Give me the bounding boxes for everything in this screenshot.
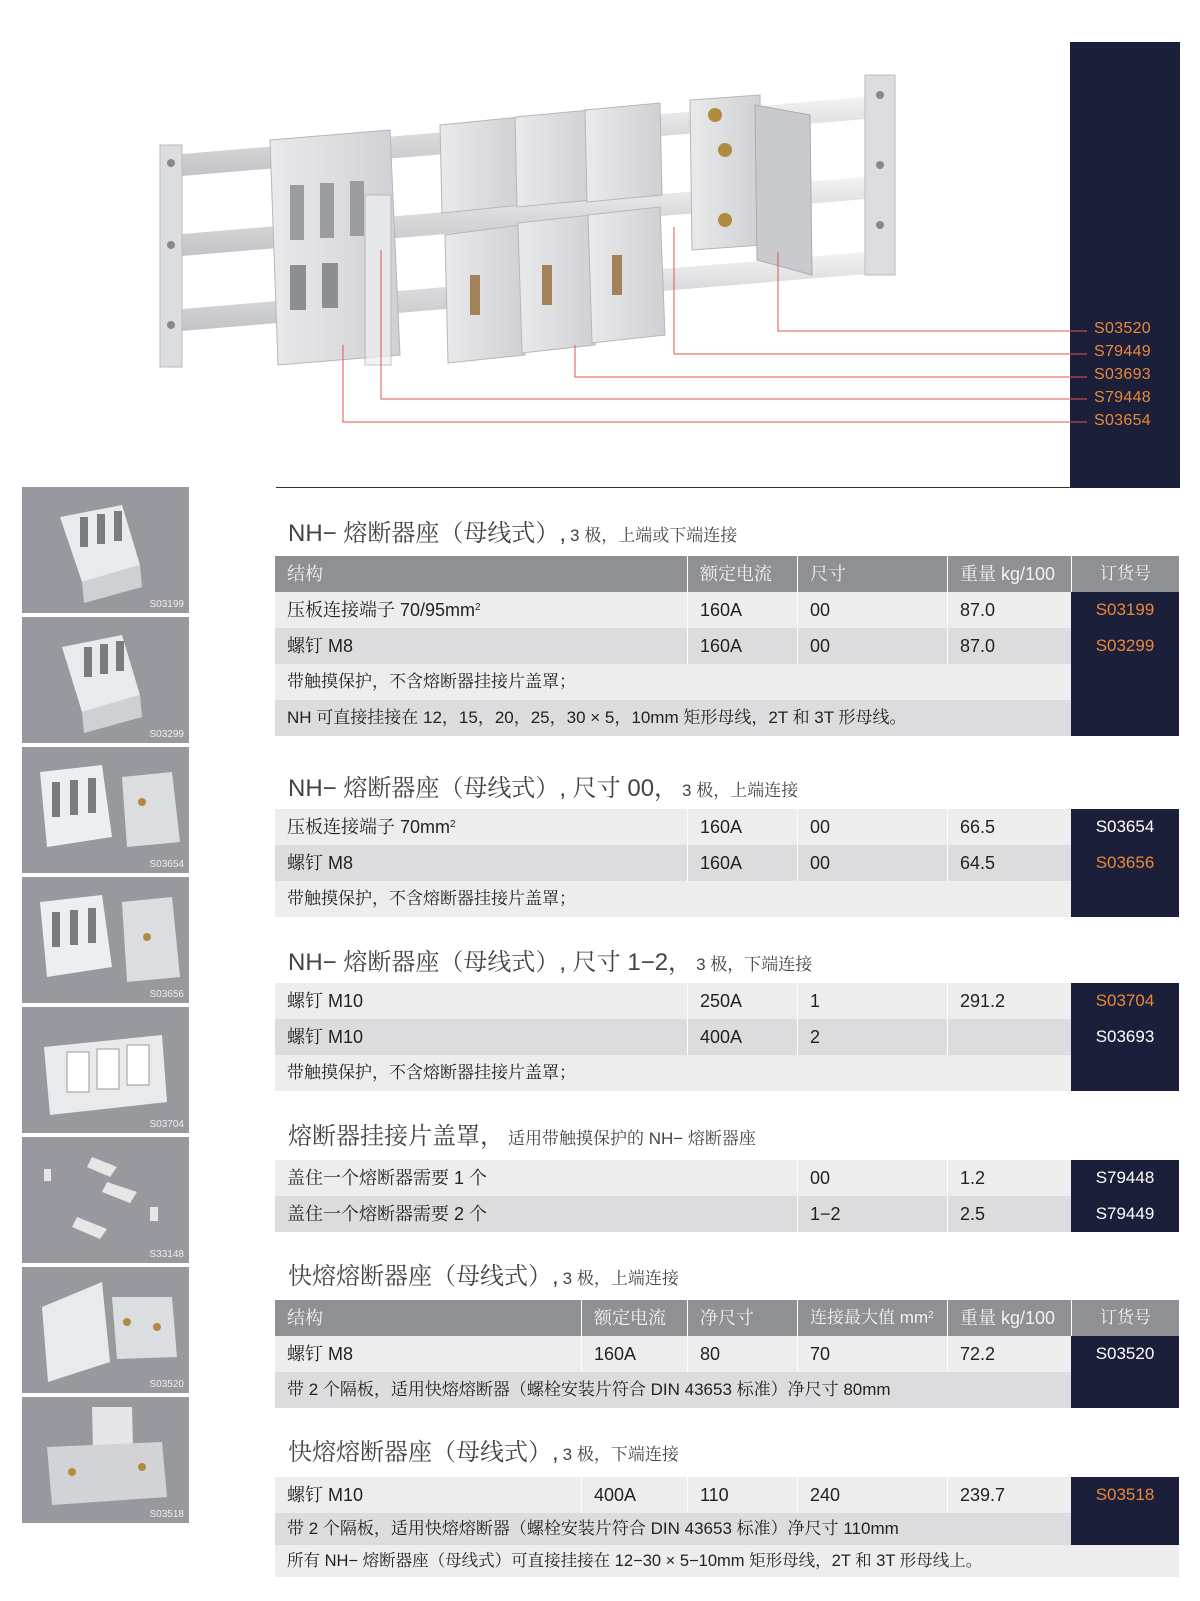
product-thumbnail[interactable] <box>22 487 189 613</box>
section-title: NH− 熔断器座（母线式）, 尺寸 1−2， 3 极，下端连接 <box>288 949 813 976</box>
divider <box>276 487 1070 488</box>
callout-code: S79449 <box>1094 343 1151 360</box>
note-row <box>275 1372 1179 1408</box>
order-number[interactable]: S79449 <box>1071 1196 1179 1232</box>
net-size-cell: 110 <box>687 1477 797 1513</box>
column-header: 结构 <box>287 1308 323 1328</box>
note-text: 带 2 个隔板，适用快熔熔断器（螺栓安装片符合 DIN 43653 标准）净尺寸 80mm <box>287 1380 891 1399</box>
order-number[interactable]: S79448 <box>1071 1160 1179 1196</box>
size-cell: 00 <box>797 592 947 628</box>
note-row <box>275 1055 1179 1091</box>
column-header: 额定电流 <box>687 556 797 592</box>
product-thumbnail[interactable] <box>22 747 189 873</box>
note-text: 带触摸保护，不含熔断器挂接片盖罩； <box>287 1063 576 1082</box>
thumbnail-code: S03656 <box>149 989 184 1000</box>
table-row <box>275 1196 1179 1232</box>
thumbnail-code: S03299 <box>149 729 184 740</box>
order-number[interactable]: S03693 <box>1071 1019 1179 1055</box>
section-title: 快熔熔断器座（母线式）, 3 极，上端连接 <box>288 1263 679 1290</box>
section-subtitle: 3 极，下端连接 <box>562 1445 679 1464</box>
thumbnail-code: S03199 <box>149 599 184 610</box>
structure-cell: 压板连接端子 $70mm^2$ <box>287 817 456 837</box>
size-cell: 2 <box>797 1019 947 1055</box>
order-number[interactable]: S03299 <box>1071 628 1179 664</box>
structure-cell: 螺钉 M10 <box>287 991 364 1011</box>
column-header: 结构 <box>287 564 323 584</box>
weight-cell: 64.5 <box>947 845 1071 881</box>
product-thumbnail[interactable] <box>22 1137 189 1263</box>
column-header: 重量 kg/100 <box>947 556 1071 592</box>
product-thumbnail[interactable] <box>22 1007 189 1133</box>
callout-code: S79448 <box>1094 389 1151 406</box>
table-row <box>275 983 1179 1019</box>
size-cell: 1 <box>797 983 947 1019</box>
max-connection-cell: 240 <box>797 1477 947 1513</box>
note-row <box>275 881 1179 917</box>
structure-cell: 螺钉 M10 <box>287 1485 364 1505</box>
thumbnail-code: S03654 <box>149 859 184 870</box>
table-header-row <box>275 1300 1179 1336</box>
table-row <box>275 592 1179 628</box>
thumbnail-code: S03518 <box>149 1509 184 1520</box>
max-connection-cell: 70 <box>797 1336 947 1372</box>
structure-cell: 螺钉 M10 <box>287 1027 364 1047</box>
table-row <box>275 628 1179 664</box>
spec-table <box>275 983 1179 1091</box>
product-thumbnail[interactable] <box>22 1397 189 1523</box>
spec-table <box>275 556 1179 736</box>
product-thumbnail[interactable] <box>22 617 189 743</box>
note-row <box>275 1545 1179 1577</box>
callout-code: S03693 <box>1094 366 1151 383</box>
note-row <box>275 1513 1179 1545</box>
order-filler <box>1071 664 1179 700</box>
note-text: NH 可直接挂接在 12，15，20，25，30 × 5，10mm 矩形母线，2T 和 3T 形母线。 <box>287 708 907 727</box>
order-number[interactable]: S03199 <box>1071 592 1179 628</box>
note-text: 带 2 个隔板，适用快熔熔断器（螺栓安装片符合 DIN 43653 标准）净尺寸 110mm <box>287 1519 899 1538</box>
current-cell: 250A <box>687 983 797 1019</box>
order-number[interactable]: S03520 <box>1071 1336 1179 1372</box>
order-filler <box>1071 1055 1179 1091</box>
order-filler <box>1071 1372 1179 1408</box>
note-text: 所有 NH− 熔断器座（母线式）可直接挂接在 12−30 × 5−10mm 矩形母线，2T 和 3T 形母线上。 <box>287 1552 983 1570</box>
table-row <box>275 845 1179 881</box>
spec-table <box>275 809 1179 917</box>
column-header: 额定电流 <box>581 1300 687 1336</box>
structure-cell: 盖住一个熔断器需要 2 个 <box>287 1204 488 1224</box>
table-row <box>275 1477 1179 1513</box>
weight-cell <box>947 1019 1071 1055</box>
product-thumbnail[interactable] <box>22 877 189 1003</box>
section-title: NH− 熔断器座（母线式）, 3 极，上端或下端连接 <box>288 520 738 547</box>
note-text: 带触摸保护，不含熔断器挂接片盖罩； <box>287 889 576 908</box>
thumbnail-code: S33148 <box>149 1249 184 1260</box>
section-title: 快熔熔断器座（母线式）, 3 极，下端连接 <box>288 1439 679 1466</box>
order-number[interactable]: S03704 <box>1071 983 1179 1019</box>
current-cell: 160A <box>687 809 797 845</box>
current-cell: 400A <box>687 1019 797 1055</box>
column-header: 连接最大值 $mm^2$ <box>797 1300 947 1336</box>
weight-cell: 1.2 <box>947 1160 1071 1196</box>
net-size-cell: 80 <box>687 1336 797 1372</box>
order-filler <box>1071 881 1179 917</box>
size-cell: 00 <box>797 845 947 881</box>
structure-cell: 盖住一个熔断器需要 1 个 <box>287 1168 488 1188</box>
section-title: 熔断器挂接片盖罩， 适用带触摸保护的 NH− 熔断器座 <box>288 1123 756 1150</box>
weight-cell: 66.5 <box>947 809 1071 845</box>
weight-cell: 291.2 <box>947 983 1071 1019</box>
weight-cell: 2.5 <box>947 1196 1071 1232</box>
order-filler <box>1071 1513 1179 1545</box>
size-cell: 00 <box>797 1160 947 1196</box>
table-row <box>275 809 1179 845</box>
order-filler <box>1071 700 1179 736</box>
section-subtitle: 3 极，上端连接 <box>562 1269 679 1288</box>
column-header: 净尺寸 <box>687 1300 797 1336</box>
section-subtitle: 3 极，上端连接 <box>682 781 799 800</box>
note-row <box>275 664 1179 700</box>
column-header: 订货号 <box>1071 556 1179 592</box>
table-row <box>275 1336 1179 1372</box>
weight-cell: 72.2 <box>947 1336 1071 1372</box>
note-row <box>275 700 1179 736</box>
size-cell: 00 <box>797 809 947 845</box>
column-header: 订货号 <box>1071 1300 1179 1336</box>
thumbnail-code: S03704 <box>149 1119 184 1130</box>
product-thumbnail[interactable] <box>22 1267 189 1393</box>
column-header: 重量 kg/100 <box>947 1300 1071 1336</box>
callout-code: S03654 <box>1094 412 1151 429</box>
weight-cell: 87.0 <box>947 592 1071 628</box>
weight-cell: 239.7 <box>947 1477 1071 1513</box>
weight-cell: 87.0 <box>947 628 1071 664</box>
order-number[interactable]: S03518 <box>1071 1477 1179 1513</box>
spec-table <box>275 1160 1179 1232</box>
size-cell: 00 <box>797 628 947 664</box>
current-cell: 160A <box>687 845 797 881</box>
structure-cell: 螺钉 M8 <box>287 1344 354 1364</box>
column-header: 尺寸 <box>797 556 947 592</box>
spec-table <box>275 1477 1179 1577</box>
table-header-row <box>275 556 1179 592</box>
table-row <box>275 1019 1179 1055</box>
current-cell: 400A <box>581 1477 687 1513</box>
section-subtitle: 3 极，上端或下端连接 <box>570 526 738 545</box>
current-cell: 160A <box>687 592 797 628</box>
order-number[interactable]: S03656 <box>1071 845 1179 881</box>
size-cell: 1−2 <box>797 1196 947 1232</box>
structure-cell: 螺钉 M8 <box>287 853 354 873</box>
structure-cell: 压板连接端子 $70/95mm^2$ <box>287 600 481 620</box>
section-subtitle: 适用带触摸保护的 NH− 熔断器座 <box>508 1129 756 1148</box>
table-row <box>275 1160 1179 1196</box>
callout-code: S03520 <box>1094 320 1151 337</box>
thumbnail-code: S03520 <box>149 1379 184 1390</box>
note-text: 带触摸保护，不含熔断器挂接片盖罩； <box>287 672 576 691</box>
current-cell: 160A <box>581 1336 687 1372</box>
section-subtitle: 3 极，下端连接 <box>696 955 813 974</box>
busbar-assembly-illustration <box>150 55 940 395</box>
spec-table <box>275 1300 1179 1408</box>
order-number[interactable]: S03654 <box>1071 809 1179 845</box>
structure-cell: 螺钉 M8 <box>287 636 354 656</box>
section-title: NH− 熔断器座（母线式）, 尺寸 00， 3 极，上端连接 <box>288 775 799 802</box>
current-cell: 160A <box>687 628 797 664</box>
